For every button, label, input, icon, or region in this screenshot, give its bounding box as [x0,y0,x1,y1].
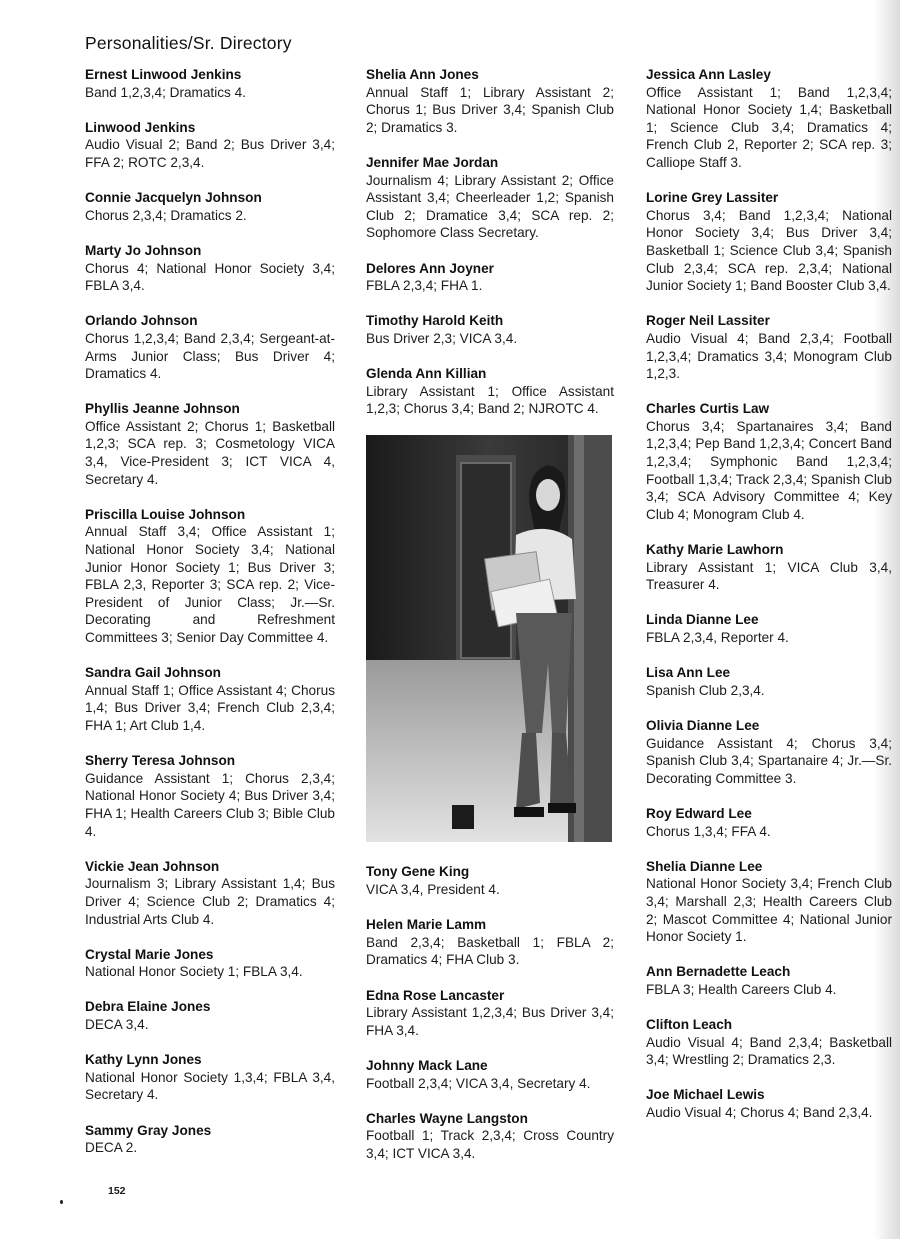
student-activities: DECA 3,4. [85,1017,149,1033]
student-name: Vickie Jean Johnson [85,858,220,874]
student-name: Clifton Leach [646,1017,733,1033]
student-activities: Audio Visual 4; Chorus 4; Band 2,3,4. [646,1105,873,1121]
student-name: Orlando Johnson [85,313,198,329]
student-activities: Guidance Assistant 4; Chorus 3,4; Spanish Club 3,4; Spartanaire 4; Jr.—Sr. Decorating Committee 3. [646,735,892,786]
directory-column-1 [85,66,335,1174]
student-activities: Football 2,3,4; VICA 3,4, Secretary 4. [366,1075,591,1091]
student-activities: FBLA 2,3,4, Reporter 4. [646,630,789,645]
directory-entry [646,805,892,840]
student-activities: National Honor Society 1; FBLA 3,4. [85,964,303,980]
student-activities: Chorus 4; National Honor Society 3,4; FBLA 3,4. [85,260,335,294]
student-activities: Band 1,2,3,4; Dramatics 4. [85,84,246,100]
directory-entry [366,312,614,347]
student-name: Delores Ann Joyner [366,260,494,276]
page-title: Personalities/Sr. Directory [85,33,292,53]
directory-entry [366,66,614,136]
directory-entry [85,400,335,488]
directory-column-3 [646,66,892,1139]
directory-entry [646,858,892,946]
student-name: Marty Jo Johnson [85,242,202,258]
student-name: Kathy Lynn Jones [85,1052,202,1068]
directory-entry [646,66,892,172]
student-activities: Annual Staff 1; Library Assistant 2; Chorus 1; Bus Driver 3,4; Spanish Club 2; Dramatics 3. [366,84,614,135]
directory-entry [85,189,335,224]
directory-entry [85,664,335,734]
student-activities: Audio Visual 4; Band 2,3,4; Football 1,2,3,4; Dramatics 3,4; Monogram Club 1,2,3. [646,330,892,382]
student-name: Glenda Ann Killian [366,366,487,382]
directory-entry [646,611,892,646]
directory-entry [85,998,335,1033]
directory-entry [366,260,614,295]
student-name: Connie Jacquelyn Johnson [85,190,262,206]
student-activities: Office Assistant 1; Band 1,2,3,4; National Honor Society 1,4; Basketball 1; Science Club 3,4; Dramatics 4; French Club 2, Reporter 2; SCA rep. 3; Calliope Staff 3. [646,84,892,170]
student-activities: Audio Visual 4; Band 2,3,4; Basketball 3,4; Wrestling 2; Dramatics 2,3. [646,1034,892,1068]
student-name: Lorine Grey Lassiter [646,190,779,206]
student-name: Sammy Gray Jones [85,1122,212,1138]
student-name: Shelia Dianne Lee [646,858,763,874]
student-activities: Chorus 3,4; Band 1,2,3,4; National Honor Society 3,4; Bus Driver 3,4; Basketball 1; Science Club 3,4; Spanish Club 2,3,4; SCA rep. 2,3,4; National Junior Society 1; Band Booster Club 3,4. [646,207,892,294]
student-name: Linwood Jenkins [85,119,196,135]
student-name: Joe Michael Lewis [646,1087,765,1103]
directory-entry [85,752,335,840]
student-activities: Library Assistant 1; VICA Club 3,4, Treasurer 4. [646,559,892,593]
directory-entry [646,189,892,295]
student-activities: National Honor Society 1,3,4; FBLA 3,4, Secretary 4. [85,1069,335,1103]
directory-entry [85,1122,335,1157]
student-name: Helen Marie Lamm [366,917,487,933]
student-name: Debra Elaine Jones [85,999,211,1015]
page-number: 152 [108,1185,126,1197]
student-name: Tony Gene King [366,864,470,880]
student-activities: Football 1; Track 2,3,4; Cross Country 3,4; ICT VICA 3,4. [366,1128,614,1161]
student-name: Lisa Ann Lee [646,665,731,681]
student-name: Charles Curtis Law [646,401,770,417]
directory-entry [85,312,335,382]
student-activities: Chorus 2,3,4; Dramatics 2. [85,207,247,223]
directory-entry [366,863,614,898]
directory-entry [85,119,335,172]
student-name: Timothy Harold Keith [366,313,504,329]
student-name: Edna Rose Lancaster [366,987,505,1003]
directory-entry [366,154,614,242]
directory-entry [366,365,614,418]
student-name: Linda Dianne Lee [646,612,759,628]
directory-entry [646,1086,892,1121]
student-activities: Bus Driver 2,3; VICA 3,4. [366,330,518,346]
directory-entry [85,66,335,101]
student-name: Crystal Marie Jones [85,946,214,962]
student-name: Charles Wayne Langston [366,1110,528,1126]
student-name: Kathy Marie Lawhorn [646,542,784,558]
student-name: Jennifer Mae Jordan [366,154,499,170]
directory-entry [646,1016,892,1069]
student-activities: Annual Staff 1; Office Assistant 4; Chorus 1,4; Bus Driver 3,4; French Club 2,3,4; FHA 1; Art Club 1,4. [85,682,335,733]
directory-entry [85,1051,335,1104]
student-activities: Guidance Assistant 1; Chorus 2,3,4; National Honor Society 4; Bus Driver 3,4; FHA 1; Health Careers Club 3; Bible Club 4. [85,770,335,839]
student-activities: VICA 3,4, President 4. [366,882,500,898]
directory-entry [646,541,892,594]
directory-entry [366,1110,614,1163]
directory-entry [85,946,335,981]
student-name: Ann Bernadette Leach [646,964,791,980]
student-activities: FBLA 3; Health Careers Club 4. [646,981,837,997]
student-name: Roger Neil Lassiter [646,313,770,329]
student-activities: Spanish Club 2,3,4. [646,682,765,698]
student-name: Sandra Gail Johnson [85,665,221,681]
student-photo [366,435,612,842]
student-activities: DECA 2. [85,1140,138,1156]
student-activities: Chorus 3,4; Spartanaires 3,4; Band 1,2,3,4; Pep Band 1,2,3,4; Concert Band 1,2,3,4; Symphonic Band 1,2,3,4; Football 1,3,4; Track 2,3,4; Spanish Club 3,4; SCA Advisory Committee 4; Key Club 4; Monogram Club 4. [646,418,892,522]
student-name: Roy Edward Lee [646,805,752,821]
student-name: Phyllis Jeanne Johnson [85,401,240,417]
student-activities: Annual Staff 3,4; Office Assistant 1; National Honor Society 3,4; National Junior Honor Society 1; Bus Driver 3; FBLA 2,3, Reporter 3; SCA rep. 2; Vice-President of Junior Class; Jr.—Sr. Decorating and Refreshment Committees 3; Senior Day Committee 4. [85,524,335,645]
student-activities: Audio Visual 2; Band 2; Bus Driver 3,4; FFA 2; ROTC 2,3,4. [85,137,335,170]
print-speck [60,1200,63,1204]
directory-entry [85,858,335,928]
directory-entry [646,664,892,699]
student-name: Jessica Ann Lasley [646,67,771,82]
photo-illustration [366,435,612,842]
student-activities: Journalism 3; Library Assistant 1,4; Bus Driver 4; Science Club 2; Dramatics 4; Industrial Arts Club 4. [85,876,335,927]
student-activities: Chorus 1,2,3,4; Band 2,3,4; Sergeant-at-Arms Junior Class; Bus Driver 4; Dramatics 4. [85,330,335,382]
student-activities: Journalism 4; Library Assistant 2; Office Assistant 3,4; Cheerleader 1,2; Spanish Club 2; Dramatice 3,4; SCA rep. 2; Sophomore Class Secretary. [366,172,614,241]
student-name: Olivia Dianne Lee [646,717,760,733]
directory-column-2 [366,66,614,1180]
student-activities: Library Assistant 1; Office Assistant 1,2,3; Chorus 3,4; Band 2; NJROTC 4. [366,383,614,417]
directory-entry [366,987,614,1040]
student-activities: Office Assistant 2; Chorus 1; Basketball 1,2,3; SCA rep. 3; Cosmetology VICA 3,4, Vice-President 3; ICT VICA 4, Secretary 4. [85,418,335,487]
student-name: Priscilla Louise Johnson [85,506,246,522]
directory-entry [646,717,892,787]
student-name: Sherry Teresa Johnson [85,753,236,769]
directory-entry [646,312,892,382]
directory-entry [646,963,892,998]
student-activities: Chorus 1,3,4; FFA 4. [646,823,771,839]
student-name: Johnny Mack Lane [366,1058,488,1073]
student-activities: Band 2,3,4; Basketball 1; FBLA 2; Dramatics 4; FHA Club 3. [366,934,614,968]
directory-entry [85,506,335,647]
directory-entry [646,400,892,523]
student-activities: FBLA 2,3,4; FHA 1. [366,278,483,294]
student-activities: Library Assistant 1,2,3,4; Bus Driver 3,4; FHA 3,4. [366,1005,614,1038]
student-activities: National Honor Society 3,4; French Club 3,4; Marshall 2,3; Health Careers Club 2; Mascot Committee 4; National Junior Honor Society 1. [646,876,892,945]
directory-entry [85,242,335,295]
student-name: Shelia Ann Jones [366,67,479,82]
student-name: Ernest Linwood Jenkins [85,67,242,82]
directory-entry [366,1057,614,1092]
directory-entry [366,916,614,969]
